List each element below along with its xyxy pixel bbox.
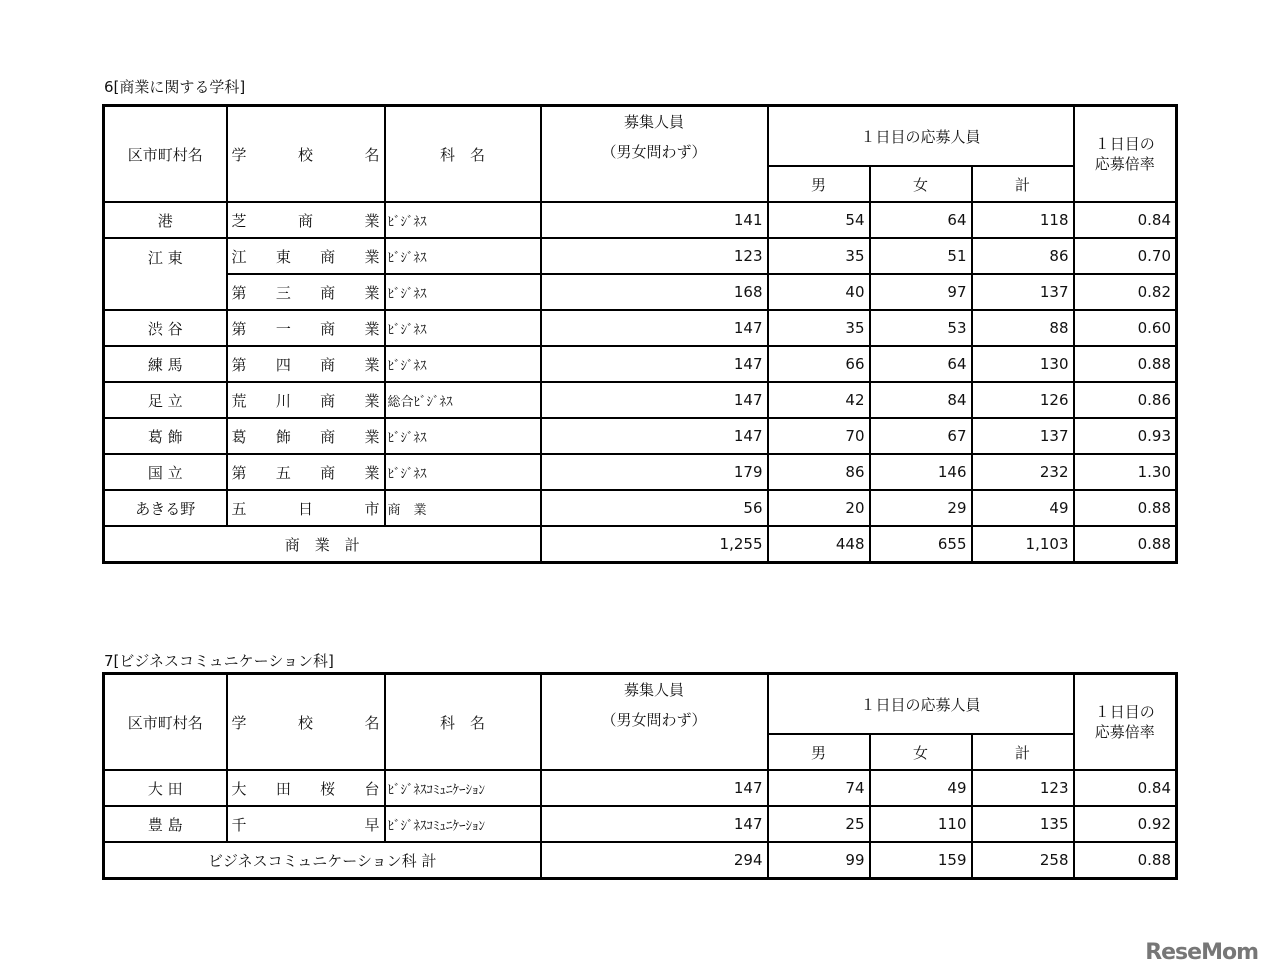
business-communication-table (102, 672, 1178, 880)
capacity-cell: 147 (541, 382, 768, 418)
ratio-cell: 0.93 (1074, 418, 1177, 454)
table1-title: 6[商業に関する学科] (104, 78, 246, 96)
ward-cell: あきる野 (104, 490, 227, 526)
ratio-cell: 0.84 (1074, 770, 1177, 806)
male-cell: 86 (768, 454, 870, 490)
header-total: 計 (972, 166, 1074, 202)
male-cell: 54 (768, 202, 870, 238)
female-cell: 29 (870, 490, 972, 526)
table-row (104, 454, 1177, 490)
dept-cell: ﾋﾞｼﾞﾈｽ (385, 274, 541, 310)
female-cell: 64 (870, 346, 972, 382)
female-cell: 110 (870, 806, 972, 842)
ward-cell: 練 馬 (104, 346, 227, 382)
header-female: 女 (870, 734, 972, 770)
school-cell: 大 田 桜 台 (227, 770, 385, 806)
dept-cell: ﾋﾞｼﾞﾈｽｺﾐｭﾆｹｰｼｮﾝ (385, 770, 541, 806)
ward-cell: 葛 飾 (104, 418, 227, 454)
total-cell: 88 (972, 310, 1074, 346)
male-cell: 74 (768, 770, 870, 806)
school-cell: 五 日 市 (227, 490, 385, 526)
ratio-cell: 0.70 (1074, 238, 1177, 274)
total-cell: 126 (972, 382, 1074, 418)
total-cell: 130 (972, 346, 1074, 382)
table-row (104, 202, 1177, 238)
male-cell: 40 (768, 274, 870, 310)
dept-cell: 総合ﾋﾞｼﾞﾈｽ (385, 382, 541, 418)
female-cell: 97 (870, 274, 972, 310)
resemom-logo: ReseMom (1145, 940, 1258, 965)
male-cell: 25 (768, 806, 870, 842)
school-cell: 第 五 商 業 (227, 454, 385, 490)
header-female: 女 (870, 166, 972, 202)
male-cell: 35 (768, 238, 870, 274)
male-cell: 42 (768, 382, 870, 418)
dept-cell: ﾋﾞｼﾞﾈｽ (385, 418, 541, 454)
header-row (104, 674, 1177, 735)
table-row (104, 238, 1177, 274)
ratio-cell: 0.60 (1074, 310, 1177, 346)
school-cell: 千 早 (227, 806, 385, 842)
header-male: 男 (768, 166, 870, 202)
header-dept: 科 名 (385, 106, 541, 203)
ward-cell: 渋 谷 (104, 310, 227, 346)
ratio-cell: 0.84 (1074, 202, 1177, 238)
dept-cell: ﾋﾞｼﾞﾈｽ (385, 346, 541, 382)
total-male: 99 (768, 842, 870, 879)
male-cell: 70 (768, 418, 870, 454)
total-label: ビジネスコミュニケーション科 計 (104, 842, 541, 879)
capacity-cell: 147 (541, 346, 768, 382)
dept-cell: ﾋﾞｼﾞﾈｽ (385, 238, 541, 274)
total-female: 159 (870, 842, 972, 879)
table-row (104, 770, 1177, 806)
ward-cell: 港 (104, 202, 227, 238)
female-cell: 146 (870, 454, 972, 490)
capacity-cell: 147 (541, 770, 768, 806)
ratio-cell: 0.86 (1074, 382, 1177, 418)
total-label: 商 業 計 (104, 526, 541, 563)
school-cell: 第 一 商 業 (227, 310, 385, 346)
capacity-cell: 123 (541, 238, 768, 274)
table-row (104, 490, 1177, 526)
header-school: 学 校 名 (227, 674, 385, 771)
ward-cell: 大 田 (104, 770, 227, 806)
header-ratio: １日目の 応募倍率 (1074, 106, 1177, 203)
school-cell: 第 三 商 業 (227, 274, 385, 310)
total-cell: 123 (972, 770, 1074, 806)
school-cell: 荒 川 商 業 (227, 382, 385, 418)
header-male: 男 (768, 734, 870, 770)
total-capacity: 294 (541, 842, 768, 879)
male-cell: 20 (768, 490, 870, 526)
ward-cell: 江 東 (104, 238, 227, 310)
header-capacity: 募集人員 （男女問わず） (541, 106, 768, 203)
capacity-cell: 147 (541, 418, 768, 454)
female-cell: 51 (870, 238, 972, 274)
ratio-cell: 0.82 (1074, 274, 1177, 310)
total-cell: 135 (972, 806, 1074, 842)
header-applicants: １日目の応募人員 (768, 106, 1074, 167)
total-ratio: 0.88 (1074, 842, 1177, 879)
total-total: 1,103 (972, 526, 1074, 563)
ratio-cell: 0.88 (1074, 490, 1177, 526)
header-ward: 区市町村名 (104, 674, 227, 771)
capacity-cell: 147 (541, 310, 768, 346)
dept-cell: ﾋﾞｼﾞﾈｽ (385, 310, 541, 346)
header-capacity: 募集人員 （男女問わず） (541, 674, 768, 771)
total-ratio: 0.88 (1074, 526, 1177, 563)
school-cell: 芝 商 業 (227, 202, 385, 238)
table-row (104, 806, 1177, 842)
table-row (104, 418, 1177, 454)
ward-cell: 国 立 (104, 454, 227, 490)
capacity-cell: 168 (541, 274, 768, 310)
commerce-table (102, 104, 1178, 564)
dept-cell: ﾋﾞｼﾞﾈｽ (385, 202, 541, 238)
header-total: 計 (972, 734, 1074, 770)
male-cell: 35 (768, 310, 870, 346)
capacity-cell: 179 (541, 454, 768, 490)
total-row (104, 842, 1177, 879)
ward-cell: 足 立 (104, 382, 227, 418)
total-cell: 137 (972, 274, 1074, 310)
total-female: 655 (870, 526, 972, 563)
total-cell: 232 (972, 454, 1074, 490)
header-row (104, 106, 1177, 167)
table-row (104, 382, 1177, 418)
header-ratio: １日目の 応募倍率 (1074, 674, 1177, 771)
female-cell: 53 (870, 310, 972, 346)
ratio-cell: 1.30 (1074, 454, 1177, 490)
total-cell: 86 (972, 238, 1074, 274)
header-ward: 区市町村名 (104, 106, 227, 203)
total-cell: 118 (972, 202, 1074, 238)
total-cell: 137 (972, 418, 1074, 454)
dept-cell: 商 業 (385, 490, 541, 526)
capacity-cell: 141 (541, 202, 768, 238)
female-cell: 64 (870, 202, 972, 238)
header-applicants: １日目の応募人員 (768, 674, 1074, 735)
ratio-cell: 0.88 (1074, 346, 1177, 382)
total-row (104, 526, 1177, 563)
male-cell: 66 (768, 346, 870, 382)
female-cell: 49 (870, 770, 972, 806)
table-row (104, 274, 1177, 310)
ward-cell: 豊 島 (104, 806, 227, 842)
table-row (104, 346, 1177, 382)
table2-title: 7[ビジネスコミュニケーション科] (104, 652, 334, 670)
female-cell: 67 (870, 418, 972, 454)
total-male: 448 (768, 526, 870, 563)
school-cell: 江 東 商 業 (227, 238, 385, 274)
female-cell: 84 (870, 382, 972, 418)
school-cell: 葛 飾 商 業 (227, 418, 385, 454)
capacity-cell: 56 (541, 490, 768, 526)
dept-cell: ﾋﾞｼﾞﾈｽｺﾐｭﾆｹｰｼｮﾝ (385, 806, 541, 842)
total-capacity: 1,255 (541, 526, 768, 563)
capacity-cell: 147 (541, 806, 768, 842)
header-school: 学 校 名 (227, 106, 385, 203)
school-cell: 第 四 商 業 (227, 346, 385, 382)
dept-cell: ﾋﾞｼﾞﾈｽ (385, 454, 541, 490)
table-row (104, 310, 1177, 346)
header-dept: 科 名 (385, 674, 541, 771)
ratio-cell: 0.92 (1074, 806, 1177, 842)
total-cell: 49 (972, 490, 1074, 526)
total-total: 258 (972, 842, 1074, 879)
